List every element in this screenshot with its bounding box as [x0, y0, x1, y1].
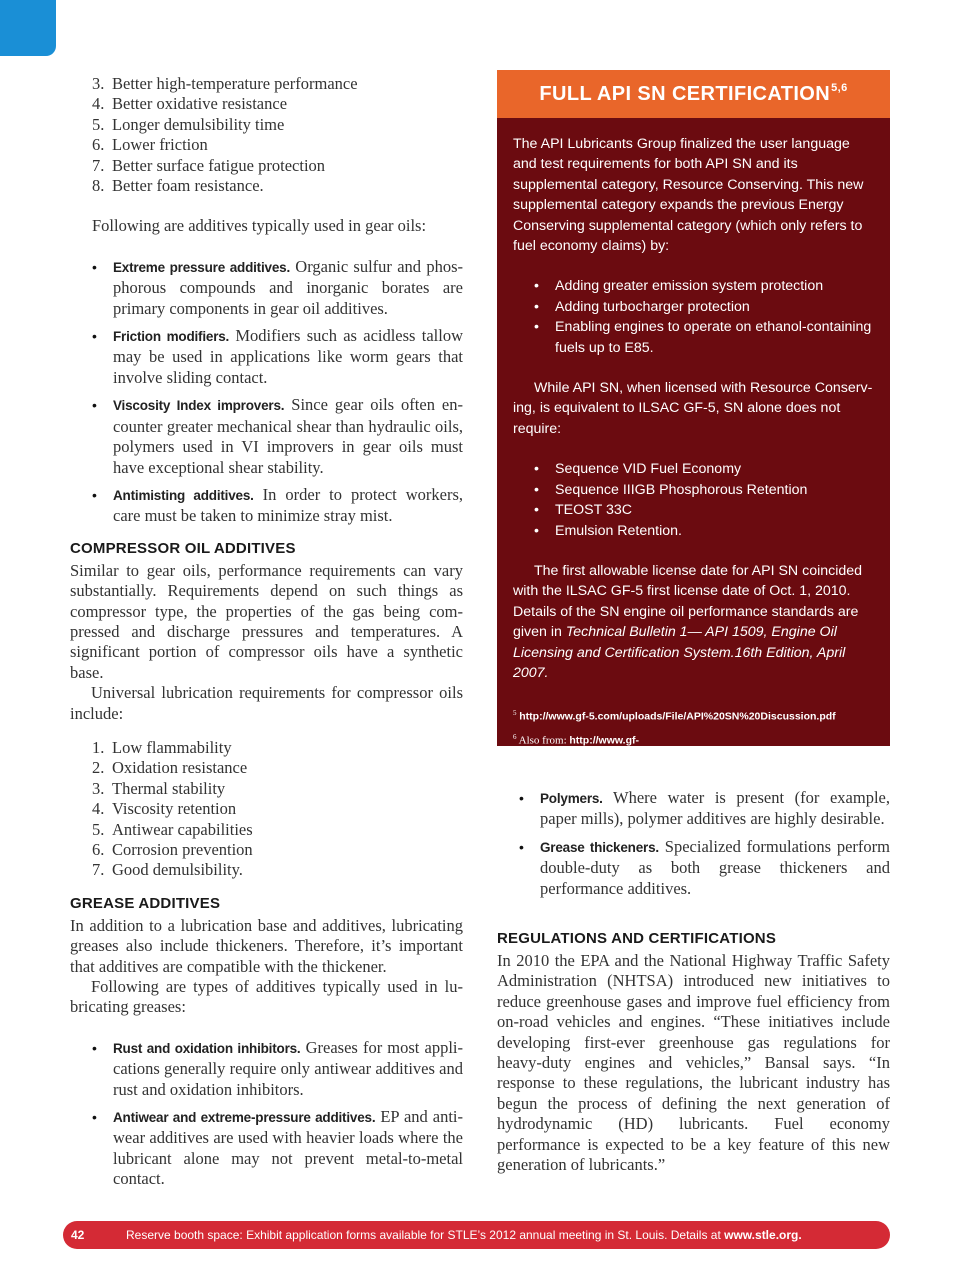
list-item: 6. Corrosion prevention: [92, 840, 253, 859]
list-item: • Adding turbocharger protection: [534, 297, 874, 317]
footer-text: Reserve booth space: Exhibit application forms available for STLE’s 2012 annual meeting in St. Louis. Details at www.stle.org.: [126, 1228, 802, 1242]
right-column: [497, 788, 890, 1176]
list-item: • Friction modifiers. Modifiers such as acidless tallow may be used in applications like worm gears that involve sliding contact.: [92, 326, 463, 388]
list-item: 7. Good demulsibility.: [92, 860, 243, 880]
sidebar-paragraph-2: While API SN, when licensed with Resource Conserving, is equivalent to ILSAC GF-5, SN alone does not require:: [513, 380, 873, 437]
regulations-heading: REGULATIONS AND CERTIFICATIONS: [497, 930, 777, 948]
page-number: 42: [71, 1228, 85, 1242]
sidebar-paragraph-3: The first allowable license date for API SN coincided with the ILSAC GF-5 first license date of Oct. 1, 2010. Details of the SN engine oil performance standards are given in Technical Bulletin 1— API 1509, Engine Oil Licensing and Certification System.16th Edition, April 2007.: [513, 562, 863, 681]
api-sn-sidebar-box: [497, 70, 890, 767]
compressor-paragraph: Similar to gear oils, performance requirements can vary substantially. Requirements depend on such things as compressor type, the properties of the gas being compressed and discharge pressures and temperatures. A significant portion of compressor oils have a synthetic base.: [70, 560, 463, 682]
sidebar-list-2: [513, 459, 874, 541]
list-item: 4. Viscosity retention: [92, 799, 237, 819]
list-item: 7. Better surface fatigue protection: [92, 155, 326, 175]
list-item: • Viscosity Index improvers. Since gear oils often encounter greater mechanical shear than hydraulic oils, polymers used in VI improvers in gear oils must have exceptional shear stability.: [92, 395, 463, 478]
grease-paragraph: In addition to a lubrication base and additives, lubricating greases also include thickeners. Therefore, it’s important that additives are compatible with the thickener.: [70, 915, 463, 976]
footer-banner: [63, 1221, 890, 1249]
sidebar-title: FULL API SN CERTIFICATION $^{5,6}$: [497, 70, 890, 118]
footnote-5: $^5$ http://www.gf-5.com/uploads/File/API%20SN%20Discussion.pdf: [513, 709, 836, 723]
list-item: • Antimisting additives. In order to protect workers, care must be taken to minimize stray mist.: [92, 485, 463, 527]
list-item: • TEOST 33C: [534, 500, 874, 520]
list-item: 6. Lower friction: [92, 135, 208, 155]
list-item: • Rust and oxidation inhibitors. Greases for most applications generally require only antiwear additives and rust and oxidation inhibitors.: [92, 1038, 463, 1100]
grease-paragraph-2: Following are types of additives typically used in lubricating greases:: [70, 977, 463, 1017]
gear-additives-list: [70, 257, 463, 527]
grease-heading: GREASE ADDITIVES: [70, 894, 221, 912]
list-item: • Extreme pressure additives. Organic sulfur and phosphorous compounds and inorganic borates are primary components in gear oil additives.: [92, 257, 463, 319]
list-item: 4. Better oxidative resistance: [92, 94, 288, 114]
list-item: • Adding greater emission system protection: [534, 276, 874, 296]
compressor-requirements-list: [70, 738, 463, 881]
sidebar-paragraph: The API Lubricants Group finalized the user language and test requirements for both API SN and its supplemental category, Resource Conserving. This new supplemental category expands the previous Energy Conserving supplemental category (which only refers to fuel economy claims) by:: [513, 136, 864, 255]
list-item: 5. Longer demulsibility time: [92, 114, 285, 134]
sidebar-list: [513, 276, 874, 358]
list-item: 3. Better high-temperature performance: [92, 74, 358, 93]
benefits-list: [70, 74, 463, 196]
list-item: 8. Better foam resistance.: [92, 176, 264, 196]
list-item: • Emulsion Retention.: [534, 521, 874, 541]
list-item: • Antiwear and extreme-pressure additives. EP and antiwear additives are used with heavier loads where the lubricant alone may not prevent metal-to-metal contact.: [92, 1107, 463, 1190]
list-item: • Grease thickeners. Specialized formulations perform double-duty as both grease thickeners and performance additives.: [519, 837, 890, 899]
footer-link[interactable]: www.stle.org.: [724, 1228, 802, 1242]
list-item: • Enabling engines to operate on ethanol-containing fuels up to E85.: [534, 317, 874, 358]
gear-intro: Following are additives typically used in gear oils:: [92, 216, 427, 236]
list-item: 2. Oxidation resistance: [92, 758, 248, 778]
list-item: • Sequence IIIGB Phosphorous Retention: [534, 480, 874, 500]
compressor-heading: COMPRESSOR OIL ADDITIVES: [70, 539, 296, 557]
regulations-paragraph: In 2010 the EPA and the National Highway Traffic Safety Administration (NHTSA) introduced new initiatives to reduce greenhouse gases and improve fuel efficiency from on-road vehicles and engines. “These initiatives include developing first-ever greenhouse gas regulations for heavy-duty engines and vehicles,” Bansal says. “In response to these regulations, the lubricant industry has begun the process of defining the next generation of hydrodynamic (HD) lubricants. Fuel economy performance is expected to be a key feature of this new generation of lubricants.”: [497, 951, 890, 1175]
list-item: 1. Low flammability: [92, 737, 232, 757]
grease-additives-list: [70, 1038, 463, 1190]
footnote-link[interactable]: http://www.gf-5.com/uploads/File/API%20SN%20Discussion.pdf: [513, 734, 760, 767]
sidebar-body: [497, 118, 890, 771]
list-item: • Polymers. Where water is present (for example, paper mills), polymer additives are highly desirable.: [519, 788, 890, 830]
footnote-link[interactable]: http://www.gf-5.com/uploads/File/API%20SN%20Discussion.pdf: [519, 711, 836, 723]
additional-additives-list: [497, 788, 890, 899]
list-item: • Sequence VID Fuel Economy: [534, 459, 874, 479]
corner-tab: [0, 0, 56, 56]
compressor-paragraph-2: Universal lubrication requirements for compressor oils include:: [70, 683, 463, 723]
footnote-6: $^6$ Also from: http://www.gf-5.com/uploads/File/API%20SN%20Discussion.pdf: [513, 733, 760, 767]
list-item: 3. Thermal stability: [92, 778, 226, 798]
left-column: [70, 74, 463, 1197]
list-item: 5. Antiwear capabilities: [92, 819, 253, 839]
